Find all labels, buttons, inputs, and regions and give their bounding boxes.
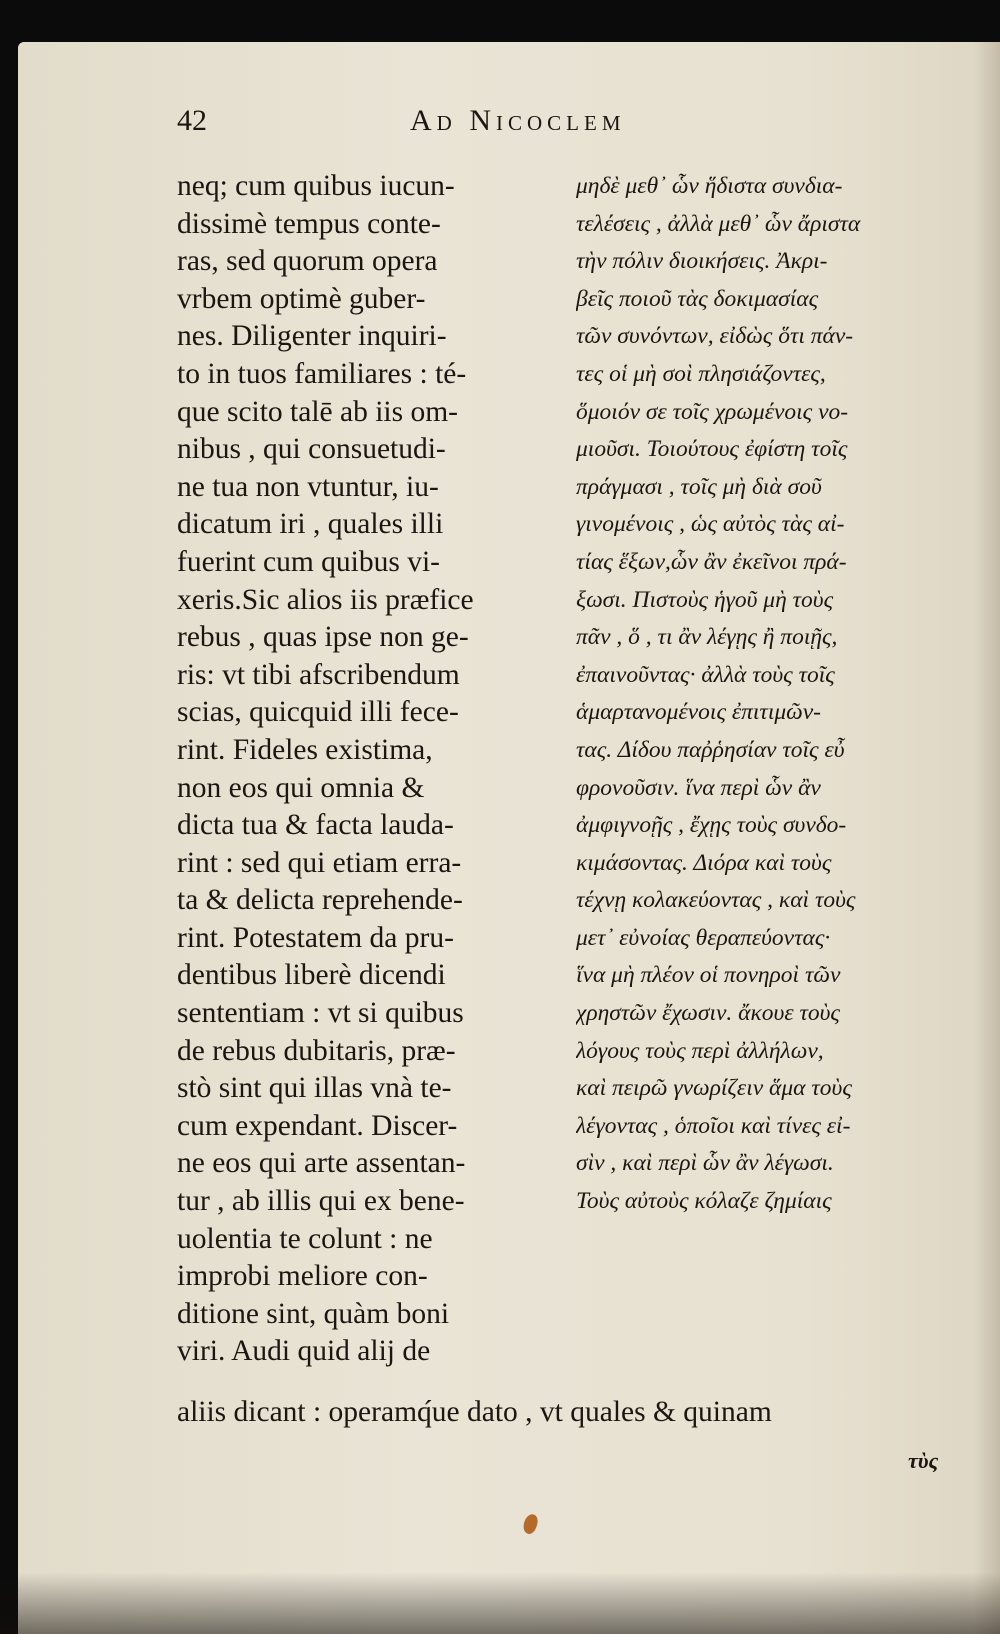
latin-text-line: ta & delicta reprehende- bbox=[177, 884, 463, 917]
greek-text-line: τελέσεις , ἀλλὰ μεθ᾽ ὧν ἄριστα bbox=[576, 210, 861, 237]
latin-text-line: dentibus liberè dicendi bbox=[177, 959, 446, 992]
latin-text-line: ris: vt tibi afscribendum bbox=[177, 658, 460, 691]
greek-text-line: Τοὺς αὐτοὺς κόλαζε ζημίαις bbox=[576, 1188, 832, 1215]
page-header bbox=[0, 104, 1000, 144]
latin-text-line: non eos qui omnia & bbox=[177, 771, 425, 804]
latin-text-line: nibus , qui consuetudi- bbox=[177, 433, 446, 466]
greek-text-line: κιμάσοντας. Διόρα καὶ τοὺς bbox=[576, 849, 832, 876]
greek-text-line: ἐπαινοῦντας· ἀλλὰ τοὺς τοῖς bbox=[576, 661, 835, 688]
greek-text-line: πράγμασι , τοῖς μὴ διὰ σοῦ bbox=[576, 473, 822, 500]
greek-text-line: ἀμφιγνοῇς , ἔχῃς τοὺς συνδο- bbox=[576, 812, 847, 839]
greek-text-line: ὅμοιόν σε τοῖς χρωμένοις νο- bbox=[576, 398, 849, 425]
latin-text-line: to in tuos familiares : té- bbox=[177, 357, 467, 390]
latin-text-line: neq; cum quibus iucun- bbox=[177, 170, 455, 202]
latin-text-line: dicatum iri , quales illi bbox=[177, 508, 444, 541]
running-title: Ad Nicoclem bbox=[410, 104, 626, 137]
greek-text-line: τίας ἕξων,ὧν ἂν ἐκεῖνοι πρά- bbox=[576, 548, 847, 575]
latin-text-line: tur , ab illis qui ex bene- bbox=[177, 1185, 465, 1218]
greek-text-line: πᾶν , ὅ , τι ἂν λέγῃς ἢ ποιῇς, bbox=[576, 624, 838, 651]
greek-text-line: ἵνα μὴ πλέον οἱ πονηροὶ τῶν bbox=[576, 962, 841, 989]
latin-text-line: stò sint qui illas vnà te- bbox=[177, 1072, 452, 1105]
greek-text-line: τῶν συνόντων, εἰδὼς ὅτι πάν- bbox=[576, 323, 854, 350]
latin-text-line: uolentia te colunt : ne bbox=[177, 1222, 433, 1255]
latin-text-line: ditione sint, quàm boni bbox=[177, 1297, 450, 1330]
greek-text-line: ξωσι. Πιστοὺς ἡγοῦ μὴ τοὺς bbox=[576, 586, 834, 613]
greek-text-line: τὴν πόλιν διοικήσεις. Ἀκρι- bbox=[576, 248, 828, 275]
greek-text-line: ἁμαρτανομένοις ἐπιτιμῶν- bbox=[576, 699, 821, 726]
greek-text-line: τέχνῃ κολακεύοντας , καὶ τοὺς bbox=[576, 887, 856, 914]
latin-column bbox=[177, 168, 549, 1371]
latin-text-line: cum expendant. Discer- bbox=[177, 1109, 458, 1142]
greek-text-line: λέγοντας , ὁποῖοι καὶ τίνες εἰ- bbox=[576, 1112, 851, 1139]
page-number: 42 bbox=[177, 104, 207, 137]
latin-text-line: dicta tua & facta lauda- bbox=[177, 809, 454, 842]
latin-text-line: rebus , quas ipse non ge- bbox=[177, 621, 469, 654]
latin-text-line: dissimè tempus conte- bbox=[177, 207, 441, 240]
latin-text-line: scias, quicquid illi fece- bbox=[177, 696, 459, 729]
greek-text-line: λόγους τοὺς περὶ ἀλλήλων, bbox=[576, 1037, 824, 1064]
greek-text-line: βεῖς ποιοῦ τὰς δοκιμασίας bbox=[576, 285, 819, 312]
latin-text-line: improbi meliore con- bbox=[177, 1260, 428, 1293]
latin-text-line: nes. Diligenter inquiri- bbox=[177, 320, 447, 353]
latin-text-line: rint. Fideles existima, bbox=[177, 733, 433, 766]
greek-text-line: φρονοῦσιν. ἵνα περὶ ὧν ἂν bbox=[576, 774, 821, 801]
latin-text-line: ras, sed quorum opera bbox=[177, 245, 438, 278]
latin-text-line: rint. Potestatem da pru- bbox=[177, 921, 454, 954]
bottom-shadow bbox=[0, 1572, 1000, 1634]
latin-text-line: sententiam : vt si quibus bbox=[177, 997, 464, 1030]
latin-text-line: xeris.Sic alios iis præfice bbox=[177, 583, 474, 616]
latin-text-line: que scito talē ab iis om- bbox=[177, 395, 458, 428]
latin-text-line: fuerint cum quibus vi- bbox=[177, 545, 440, 578]
greek-column bbox=[576, 168, 960, 1221]
greek-text-line: σὶν , καὶ περὶ ὧν ἂν λέγωσι. bbox=[576, 1150, 834, 1177]
greek-text-line: χρηστῶν ἔχωσιν. ἄκουε τοὺς bbox=[576, 1000, 840, 1027]
full-width-line: aliis dicant : operamq́ue dato , vt quales & quinam bbox=[177, 1396, 772, 1428]
latin-text-line: viri. Audi quid alij de bbox=[177, 1335, 431, 1368]
latin-text-line: ne tua non vtuntur, iu- bbox=[177, 470, 439, 503]
catchword: τὺς bbox=[908, 1448, 939, 1473]
latin-text-line: de rebus dubitaris, præ- bbox=[177, 1034, 456, 1067]
latin-text-line: vrbem optimè guber- bbox=[177, 282, 426, 315]
greek-text-line: μιοῦσι. Τοιούτους ἐφίστη τοῖς bbox=[576, 436, 848, 463]
latin-text-line: rint : sed qui etiam erra- bbox=[177, 846, 462, 879]
greek-text-line: μετ᾽ εὐνοίας θεραπεύοντας· bbox=[576, 924, 831, 951]
latin-text-line: ne eos qui arte assentan- bbox=[177, 1147, 466, 1180]
greek-text-line: μηδὲ μεθ᾽ ὧν ἥδιστα συνδια- bbox=[576, 173, 843, 199]
greek-text-line: τας. Δίδου παῤῥησίαν τοῖς εὖ bbox=[576, 736, 845, 763]
greek-text-line: τες οἱ μὴ σοὶ πλησιάζοντες, bbox=[576, 360, 826, 387]
greek-text-line: γινομένοις , ὡς αὐτὸς τὰς αἰ- bbox=[576, 511, 845, 538]
greek-text-line: καὶ πειρῶ γνωρίζειν ἅμα τοὺς bbox=[576, 1075, 852, 1102]
